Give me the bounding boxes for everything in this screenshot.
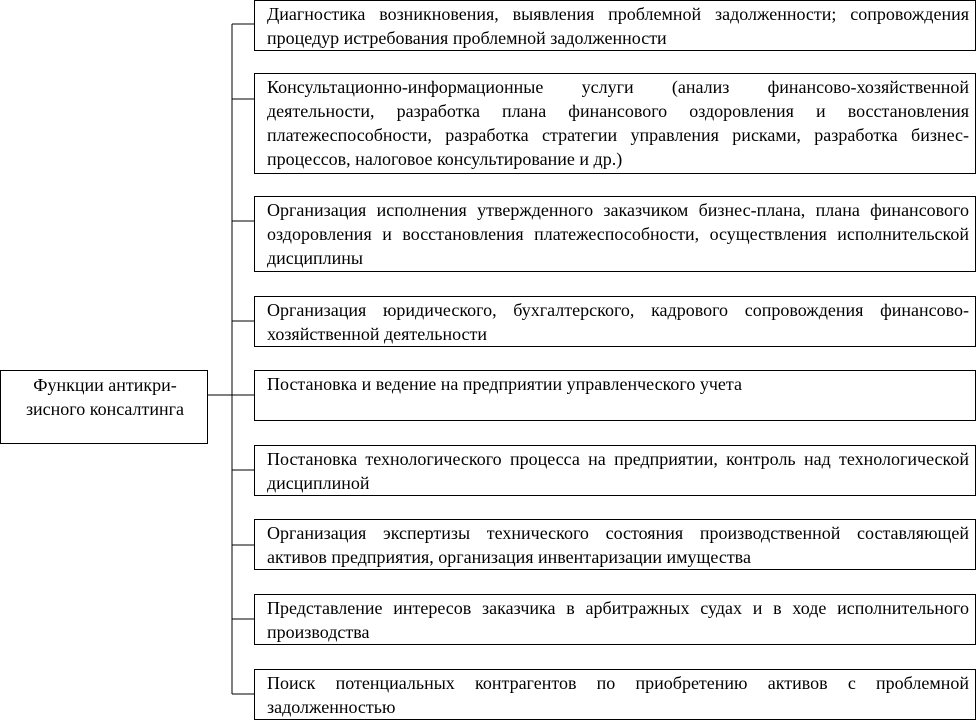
function-node-label: Консультационно-информационные услуги (анализ финансово-хозяйственной деятельности, разработка плана финансового оздоровления и восстановления платежеспособности, разработка стратегии управления рисками, разработка бизнес-процессов, налоговое консультирование и др.) bbox=[267, 77, 969, 169]
function-node-label: Организация исполнения утвержденного заказчиком бизнес-плана, плана финансового оздоровления и восстановления платежеспособности, осуществления исполнительской дисциплины bbox=[267, 200, 969, 268]
function-node-label: Организация юридического, бухгалтерского, кадрового сопровождения финансово-хозяйственной деятельности bbox=[267, 300, 969, 344]
root-node bbox=[0, 370, 208, 444]
function-node-label: Диагностика возникновения, выявления проблемной задолженности; сопровождения процедур истребования проблемной задолженности bbox=[267, 4, 969, 48]
root-node-label: Функции антикри- зисного консалтинга bbox=[25, 375, 185, 419]
function-node-label: Постановка и ведение на предприятии управленческого учета bbox=[267, 374, 742, 394]
function-node-label: Поиск потенциальных контрагентов по приобретению активов с проблемной задолженностью bbox=[267, 673, 969, 717]
function-node-court-representation bbox=[254, 594, 976, 645]
function-node-counterparty-search bbox=[254, 669, 976, 720]
function-node-diagnostics bbox=[254, 0, 976, 51]
function-node-label: Постановка технологического процесса на предприятии, контроль над технологической дисциплиной bbox=[267, 449, 969, 493]
function-node-legal-support bbox=[254, 296, 976, 347]
function-node-business-plan bbox=[254, 196, 976, 272]
function-node-management-accounting bbox=[254, 370, 976, 421]
function-node-label: Организация экспертизы технического состояния производственной составляющей активов предприятия, организация инвентаризации имущества bbox=[267, 523, 969, 567]
function-node-technical-expertise bbox=[254, 519, 976, 570]
function-node-consulting bbox=[254, 73, 976, 174]
function-node-technology-process bbox=[254, 445, 976, 496]
function-node-label: Представление интересов заказчика в арбитражных судах и в ходе исполнительного производства bbox=[267, 598, 969, 642]
